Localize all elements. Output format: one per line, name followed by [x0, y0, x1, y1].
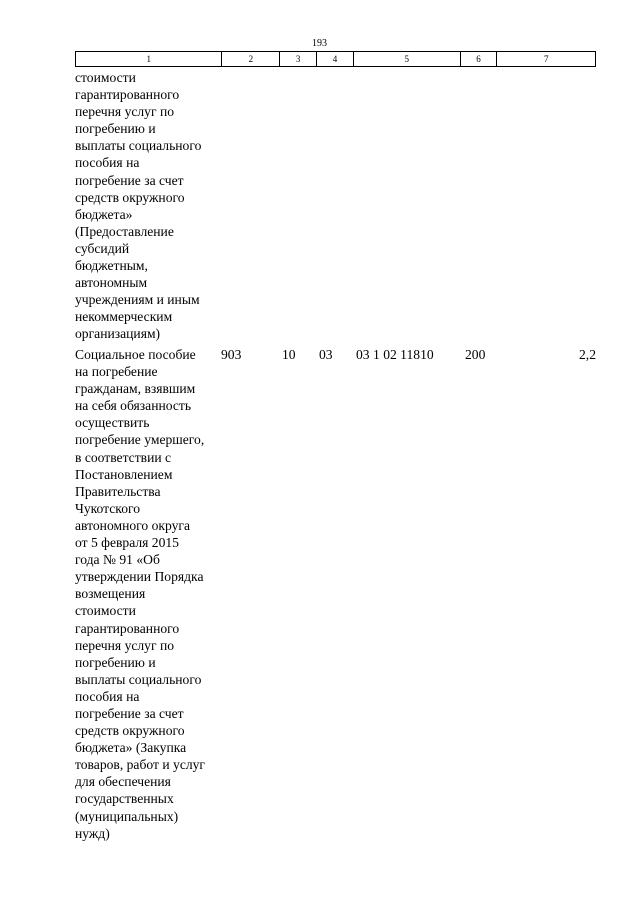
description-line: погребению и — [75, 654, 156, 670]
description-line: осуществить — [75, 415, 150, 431]
row-2-subsection: 03 — [319, 347, 333, 362]
description-line: утверждении Порядка — [75, 569, 204, 585]
header-col-1: 1 — [76, 52, 222, 66]
description-line: выплаты социального — [75, 138, 202, 154]
header-col-7: 7 — [543, 54, 549, 64]
description-line: Постановлением — [75, 466, 173, 482]
header-col-4: 4 — [317, 52, 354, 66]
description-line: организациям) — [75, 326, 161, 342]
description-line: пособия на — [75, 688, 140, 704]
description-line: бюджета» — [75, 206, 133, 222]
header-col-2: 2 — [222, 52, 280, 66]
row-1-description — [75, 69, 225, 343]
header-col-3: 3 — [280, 52, 317, 66]
description-line: перечня услуг по — [75, 637, 175, 653]
description-line: нужд) — [75, 825, 110, 841]
description-line: погребение за счет — [75, 172, 184, 188]
description-line: погребению и — [75, 121, 156, 137]
row-2-amount: 2,2 — [579, 347, 596, 362]
description-line: гражданам, взявшим — [75, 381, 196, 397]
row-2-section: 10 — [282, 347, 296, 362]
description-line: бюджета» (Закупка — [75, 740, 187, 756]
description-line: Социальное пособие — [75, 347, 196, 362]
table-header-row — [75, 51, 596, 67]
description-line: государственных — [75, 791, 174, 807]
description-line: учреждениям и иным — [75, 292, 200, 308]
description-line: Чукотского — [75, 500, 141, 516]
description-line: бюджетным, — [75, 258, 148, 274]
description-line: (Предоставление — [75, 223, 174, 239]
header-col-6: 6 — [461, 52, 498, 66]
description-line: стоимости — [75, 70, 136, 85]
description-line: Правительства — [75, 483, 161, 499]
row-2-admin-code: 903 — [221, 347, 242, 362]
description-line: автономного округа — [75, 517, 191, 533]
description-line: товаров, работ и услуг — [75, 757, 206, 773]
description-line: возмещения — [75, 586, 146, 602]
description-line: выплаты социального — [75, 671, 202, 687]
description-line: погребение умершего, — [75, 432, 205, 448]
description-line: автономным — [75, 275, 148, 291]
row-2-expense-type: 200 — [465, 347, 486, 362]
row-2-description — [75, 346, 225, 842]
page-number: 193 — [312, 38, 327, 49]
description-line: на погребение — [75, 364, 158, 380]
description-line: стоимости — [75, 603, 136, 619]
description-line: в соответствии с — [75, 449, 172, 465]
description-line: средств окружного — [75, 723, 185, 739]
description-line: субсидий — [75, 240, 130, 256]
description-line: перечня услуг по — [75, 104, 175, 120]
description-line: средств окружного — [75, 189, 185, 205]
description-line: гарантированного — [75, 87, 180, 103]
description-line: (муниципальных) — [75, 808, 179, 824]
description-line: от 5 февраля 2015 — [75, 535, 179, 551]
header-col-5: 5 — [354, 52, 461, 66]
description-line: некоммерческим — [75, 309, 173, 325]
description-line: погребение за счет — [75, 705, 184, 721]
description-line: пособия на — [75, 155, 140, 171]
description-line: на себя обязанность — [75, 398, 192, 414]
description-line: гарантированного — [75, 620, 180, 636]
description-line: года № 91 «Об — [75, 552, 160, 568]
description-line: для обеспечения — [75, 774, 171, 790]
row-2-target-article: 03 1 02 11810 — [356, 347, 434, 362]
